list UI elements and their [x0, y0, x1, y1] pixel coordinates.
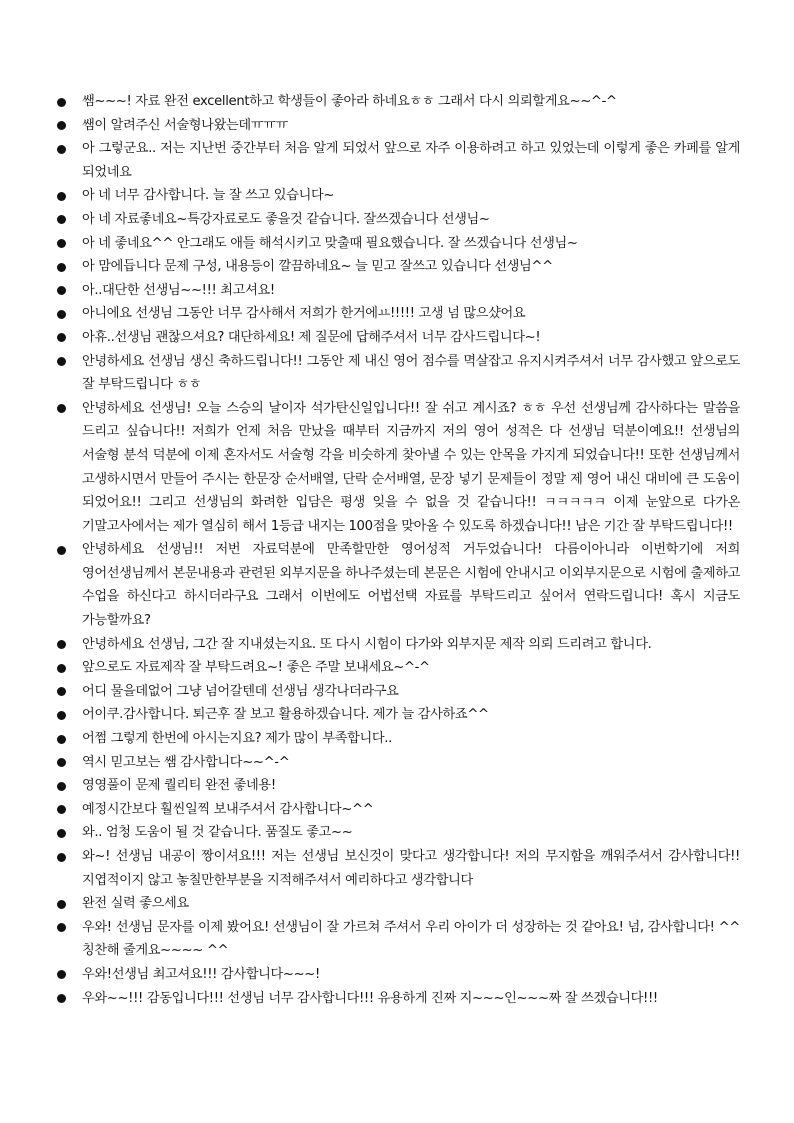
- comment-text: 앞으로도 자료제작 잘 부탁드려요~! 좋은 주말 보내세요~^-^: [82, 660, 430, 676]
- comment-text: 안녕하세요 선생님, 그간 잘 지내셨는지요. 또 다시 시험이 다가와 외부지문 제작 의뢰 드리려고 합니다.: [82, 636, 652, 652]
- bullet-icon: [57, 900, 66, 909]
- bullet-icon: [57, 546, 66, 555]
- comment-item: [54, 916, 740, 963]
- comment-item: [54, 302, 740, 326]
- bullet-icon: [57, 758, 66, 767]
- comment-text: 우와!선생님 최고셔요!!! 감사합니다~~~!: [82, 966, 320, 982]
- comment-text: 우와! 선생님 문자를 이제 봤어요! 선생님이 잘 가르쳐 주셔서 우리 아이가 더 성장하는 것 같아요! 넘, 감사합니다! ^^ 칭찬해 줄게요~~~~ ^^: [82, 919, 740, 959]
- comment-item: [54, 397, 740, 539]
- comment-item: [54, 137, 740, 184]
- bullet-icon: [57, 192, 66, 201]
- bullet-icon: [57, 215, 66, 224]
- comment-item: [54, 727, 740, 751]
- comment-item: [54, 798, 740, 822]
- comment-item: [54, 987, 740, 1011]
- comment-text: 와~! 선생님 내공이 짱이셔요!!! 저는 선생님 보신것이 맞다고 생각합니다! 저의 무지함을 깨워주셔서 감사합니다!! 지엽적이지 않고 놓칠만한부분을 지적해주셔서 예리하다고 생각합니다: [82, 849, 740, 888]
- comment-text: 어디 물을데없어 그냥 넘어갈텐데 선생님 생각나더라구요: [82, 683, 399, 699]
- comment-item: [54, 963, 740, 987]
- comment-item: [54, 208, 740, 232]
- comment-text: 아 그렇군요.. 저는 지난번 중간부터 처음 알게 되었서 앞으로 자주 이용하려고 하고 있었는데 이렇게 좋은 카페를 알게 되었네요: [82, 141, 740, 180]
- bullet-icon: [57, 687, 66, 696]
- bullet-icon: [57, 98, 66, 107]
- comment-text: 쌤~~~! 자료 완전 excellent하고 학생들이 좋아라 하네요ㅎㅎ 그래서 다시 의뢰할게요~~^-^: [82, 94, 617, 109]
- comment-item: [54, 892, 740, 916]
- comment-text: 쌤이 알려주신 서술형나왔는데ㅠㅠㅠ: [82, 117, 288, 133]
- comment-item: [54, 633, 740, 657]
- bullet-icon: [57, 711, 66, 720]
- comment-list: [54, 90, 740, 1010]
- comment-item: [54, 279, 740, 303]
- bullet-icon: [57, 735, 66, 744]
- comment-text: 안녕하세요 선생님! 오늘 스승의 날이자 석가탄신일입니다!! 잘 쉬고 계시죠? ㅎㅎ 우선 선생님께 감사하다는 말씀을 드리고 싶습니다!! 저희가 언제 처음 만났을 때부터 지금까지 저의 영어 성적은 다 선생님 덕분이예요!! 선생님의 서술형 분석 덕분에 이제 혼자서도 서술형 각을 비슷하게 찾아낼 수 있는 안목을 가지게 되었습니다!! 또한 선생님께서 고생하시면서 만들어 주시는 한문장 순서배열, 단락 순서배열, 문장 넣기 문제들이 정말 제 영어 내신 대비에 큰 도움이 되었어요!! 그리고 선생님의 화려한 입담은 평생 잊을 수 없을 것 같습니다!! ㅋㅋㅋㅋㅋ 이제 눈앞으로 다가온 기말고사에서는 제가 열심히 해서 1등급 내지는 100점을 맞아올 수 있도록 하겠습니다!! 남은 기간 잘 부탁드립니다!!: [82, 400, 740, 534]
- bullet-icon: [57, 404, 66, 413]
- comment-item: [54, 350, 740, 397]
- comment-text: 아니에요 선생님 그동안 너무 감사해서 저희가 한거에ㅛ!!!!! 고생 넘 많으샸어요: [82, 306, 526, 322]
- comment-text: 우와~~!!! 감동입니다!!! 선생님 너무 감사합니다!!! 유용하게 진짜 지~~~인~~~짜 잘 쓰겠습니다!!!: [82, 990, 658, 1006]
- bullet-icon: [57, 145, 66, 154]
- comment-text: 아 맘에듭니다 문제 구성, 내용등이 깔끔하네요~ 늘 믿고 잘쓰고 있습니다 선생님^^: [82, 259, 553, 275]
- comment-text: 역시 믿고보는 쌤 감사합니다~~^-^: [82, 754, 290, 770]
- comment-text: 아 네 좋네요^^ 안그래도 애들 해석시키고 맞출때 필요했습니다. 잘 쓰겠습니다 선생님~: [82, 235, 578, 251]
- comment-item: [54, 114, 740, 138]
- bullet-icon: [57, 121, 66, 130]
- comment-item: [54, 821, 740, 845]
- comment-text: 아휴..선생님 괜찮으셔요? 대단하세요! 제 질문에 답해주셔서 너무 감사드립니다~!: [82, 329, 541, 345]
- bullet-icon: [57, 263, 66, 272]
- comment-item: [54, 232, 740, 256]
- comment-item: [54, 703, 740, 727]
- comment-text: 예정시간보다 훨씬일찍 보내주셔서 감사합니다~^^: [82, 801, 374, 817]
- comment-text: 영영풀이 문제 퀄리티 완전 좋네용!: [82, 778, 276, 794]
- comment-item: [54, 751, 740, 775]
- comment-text: 안녕하세요 선생님 생신 축하드립니다!! 그동안 제 내신 영어 점수를 멱살잡고 유지시켜주셔서 너무 감사했고 앞으로도 잘 부탁드립니다 ㅎㅎ: [82, 353, 740, 393]
- comment-item: [54, 326, 740, 350]
- comment-item: [54, 184, 740, 208]
- comment-text: 안녕하세요 선생님!! 저번 자료덕분에 만족할만한 영어성적 거두었습니다! 다름이아니라 이번학기에 저희 영어선생님께서 본문내용과 관련된 외부지문을 하나주셨는데 본문은 시험에 안내시고 이외부지문으로 시험에 출제하고 수업을 하신다고 하시더라구요 그래서 이번에도 어법선택 자료를 부탁드리고 싶어서 연락드립니다! 혹시 지금도 가능할까요?: [82, 542, 740, 629]
- comment-item: [54, 656, 740, 680]
- bullet-icon: [57, 853, 66, 862]
- bullet-icon: [57, 333, 66, 342]
- bullet-icon: [57, 994, 66, 1003]
- bullet-icon: [57, 923, 66, 932]
- bullet-icon: [57, 829, 66, 838]
- comment-text: 아 네 자료좋네요~특강자료로도 좋을것 같습니다. 잘쓰겠습니다 선생님~: [82, 211, 490, 227]
- comment-text: 어쩜 그렇게 한번에 아시는지요? 제가 많이 부족합니다..: [82, 731, 392, 747]
- bullet-icon: [57, 664, 66, 673]
- comment-item: [54, 845, 740, 892]
- comment-text: 아..대단한 선생님~~!!! 최고셔요!: [82, 282, 275, 298]
- bullet-icon: [57, 310, 66, 319]
- comment-text: 완전 실력 좋으세요: [82, 896, 189, 912]
- comment-text: 와.. 엄청 도움이 될 것 같습니다. 품질도 좋고~~: [82, 825, 353, 841]
- comment-text: 아 네 너무 감사합니다. 늘 잘 쓰고 있습니다~: [82, 188, 335, 204]
- comment-text: 어이쿠.감사합니다. 퇴근후 잘 보고 활용하겠습니다. 제가 늘 감사하죠^^: [82, 707, 489, 723]
- bullet-icon: [57, 805, 66, 814]
- comment-item: [54, 538, 740, 632]
- bullet-icon: [57, 782, 66, 791]
- bullet-icon: [57, 970, 66, 979]
- bullet-icon: [57, 640, 66, 649]
- comment-item: [54, 680, 740, 704]
- bullet-icon: [57, 239, 66, 248]
- bullet-icon: [57, 286, 66, 295]
- comment-item: [54, 774, 740, 798]
- comment-item: [54, 90, 740, 114]
- comment-item: [54, 255, 740, 279]
- bullet-icon: [57, 357, 66, 366]
